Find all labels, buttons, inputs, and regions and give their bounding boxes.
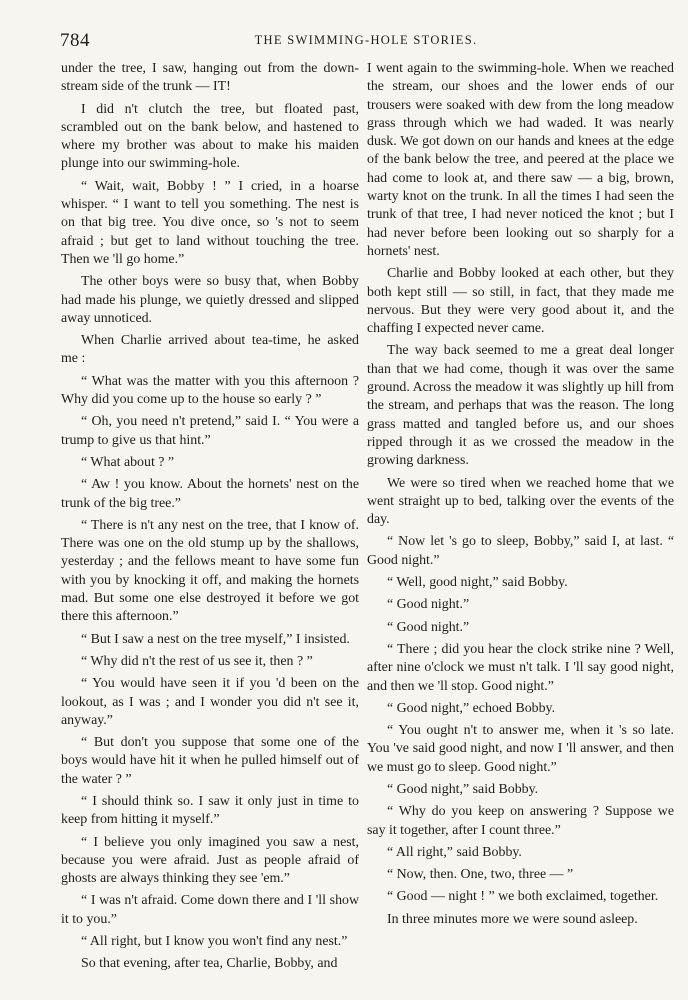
page-number: 784 [60,30,90,51]
paragraph: “ What about ? ” [81,454,175,470]
paragraph: “ Now let 's go to sleep, Bobby,” said I, at last. “ Good night.” [367,534,674,568]
paragraph: “ Why did n't the rest of us see it, then ? ” [81,653,313,669]
paragraph: I did n't clutch the tree, but floated past, scrambled out on the bank below, and hastened to where my brother was about to make his maiden plunge into our swimming-hole. [61,101,359,172]
paragraph: “ You ought n't to answer me, when it 's so late. You 've said good night, and now I 'll answer, and then we must go to sleep. Good night.” [367,723,674,775]
paragraph: The other boys were so busy that, when Bobby had made his plunge, we quietly dressed and slipped away unnoticed. [61,274,359,326]
paragraph: “ Good night,” echoed Bobby. [387,700,556,716]
paragraph: “ There ; did you hear the clock strike nine ? Well, after nine o'clock we must n't talk. I 'll say good night, and then we 'll stop. Good night.” [367,641,674,694]
paragraph: “ Oh, you need n't pretend,” said I. “ You were a trump to give us that hint.” [61,414,359,448]
left-column [61,60,359,978]
paragraph: “ I should think so. I saw it only just in time to keep from hitting it myself.” [61,793,359,828]
paragraph: “ Why do you keep on answering ? Suppose we say it together, after I count three.” [367,804,674,838]
paragraph: “ I was n't afraid. Come down there and I 'll show it to you.” [61,893,359,927]
paragraph: “ I believe you only imagined you saw a nest, because you were afraid. Just as people afraid of ghosts are always thinking they see 'em.” [61,834,359,887]
paragraph: “ But I saw a nest on the tree myself,” I insisted. [81,631,350,647]
paragraph: “ Wait, wait, Bobby ! ” I cried, in a hoarse whisper. “ I want to tell you something. The nest is on that big tree. You dive once, so 's not to seem afraid ; but get to land without touching the tree. Then we 'll go home.” [61,178,359,267]
paragraph: under the tree, I saw, hanging out from the down-stream side of the trunk — IT! [61,61,359,95]
paragraph: “ Good night.” [387,619,470,635]
paragraph: We were so tired when we reached home that we went straight up to bed, talking over the events of the day. [367,475,674,528]
paragraph: “ All right,” said Bobby. [387,844,522,860]
paragraph: “ Now, then. One, two, three — ” [387,867,574,883]
page-header [60,30,672,56]
paragraph: “ All right, but I know you won't find any nest.” [81,934,348,950]
paragraph: “ You would have seen it if you 'd been on the lookout, as I was ; and I wonder you did n't see it, anyway.” [61,676,359,728]
paragraph: “ Well, good night,” said Bobby. [387,575,568,591]
paragraph: “ But don't you suppose that some one of the boys would have hit it when he pulled himself out of the water ? ” [61,735,359,787]
paragraph: When Charlie arrived about tea-time, he asked me : [61,333,359,367]
paragraph: “ Good — night ! ” we both exclaimed, together. [387,889,659,905]
paragraph: “ What was the matter with you this afternoon ? Why did you come up to the house so early ? ” [61,373,359,408]
paragraph: “ Aw ! you know. About the hornets' nest on the trunk of the big tree.” [61,477,359,511]
paragraph: I went again to the swimming-hole. When we reached the stream, our shoes and the lower ends of our trousers were soaked with dew from the long meadow grass through which we had waded. It was nearly dusk. We got down on our hands and knees at the edge of the bank below the tree, and peered at the place we had come to look at, and there saw — a big, brown, warty knot on the trunk. In all the times I had seen the trunk of that tree, I had never noticed the knot ; but I had never before been looking out so sharply for a hornets' nest. [367,61,674,259]
right-column [367,60,674,933]
paragraph: In three minutes more we were sound asleep. [387,911,638,927]
paragraph: Charlie and Bobby looked at each other, but they both kept still — so still, in fact, that they made me nervous. But they were very good about it, and the chaffing I expected never came. [367,266,674,337]
paragraph: “ There is n't any nest on the tree, that I know of. There was one on the old stump up by the shallows, yesterday ; and the fellows meant to have some fun with you by knocking it off, and making the hornets mad. But some one else destroyed it before we got there this afternoon.” [61,517,359,625]
paragraph: “ Good night,” said Bobby. [387,781,539,797]
running-title: THE SWIMMING-HOLE STORIES. [254,33,478,47]
paragraph: So that evening, after tea, Charlie, Bobby, and [81,956,338,972]
paragraph: The way back seemed to me a great deal longer than that we had come, though it was over the same ground. Across the meadow it was slightly up hill from the stream, and perhaps that was the reason. The long grass matted and tangled before us, and our shoes ripped through it as we crossed the meadow in the growing darkness. [367,343,674,469]
paragraph: “ Good night.” [387,597,470,613]
